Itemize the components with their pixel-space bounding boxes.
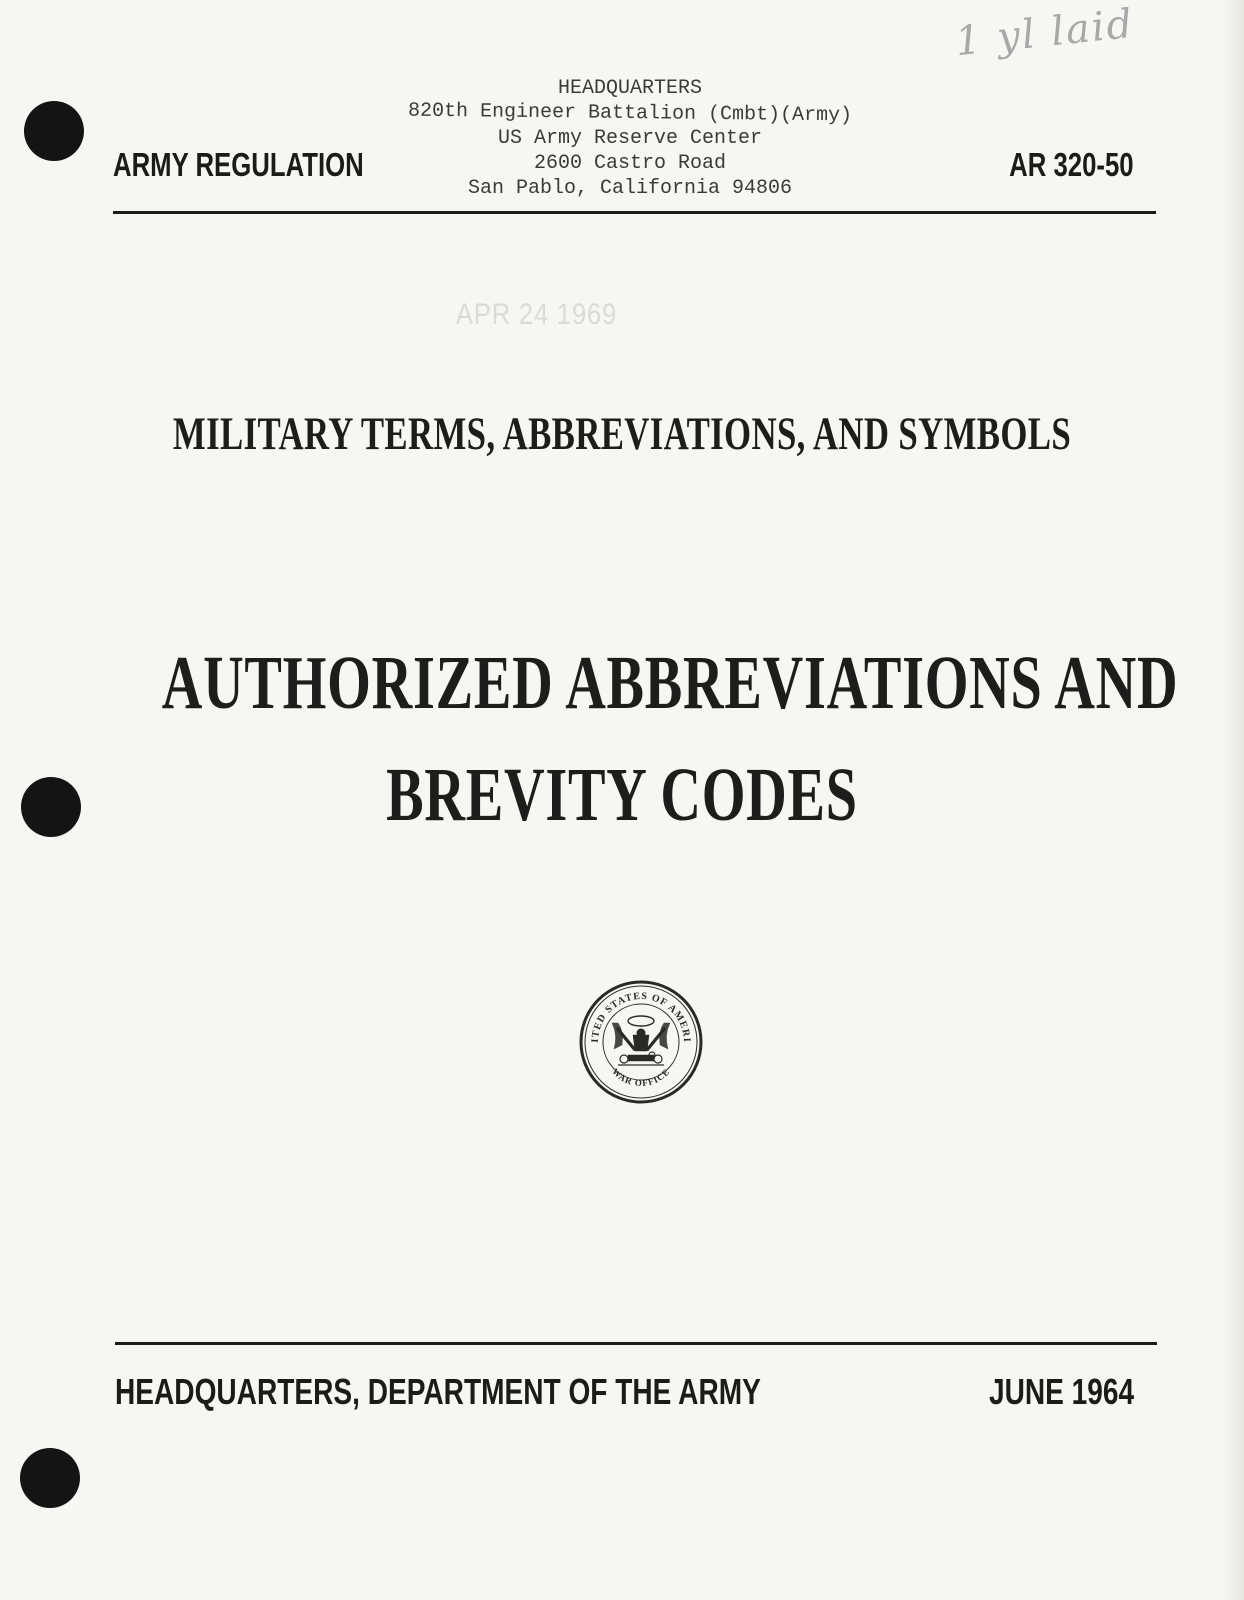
stamp-line-headquarters: HEADQUARTERS [557,77,703,100]
stamp-line-unit: 820th Engineer Battalion (Cmbt)(Army) [407,99,853,128]
page-edge-shadow [1222,0,1244,1600]
document-title-line-1: AUTHORIZED ABBREVIATIONS AND [161,641,1179,725]
svg-text:UNITED STATES OF AMERICA [578,979,692,1043]
document-subject: MILITARY TERMS, ABBREVIATIONS, AND SYMBOLS [172,408,1072,460]
punch-hole-middle [21,777,81,837]
address-stamp [380,76,880,201]
department-of-the-army-seal-icon [578,979,704,1105]
svg-text:WAR OFFICE [610,1066,672,1088]
seal-text-bottom: WAR OFFICE [610,1066,672,1089]
stamp-line-center: US Army Reserve Center [497,127,763,150]
document-title-line-2: BREVITY CODES [386,753,858,837]
handwritten-note: 1 yl laid [953,0,1137,66]
regulation-number: AR 320-50 [1009,146,1134,183]
punch-hole-top [24,101,84,161]
regulation-series-label: ARMY REGULATION [113,146,364,183]
received-date-stamp: APR 24 1969 [456,298,618,331]
seal-text-top: ITED STATES OF AMERI [589,990,693,1043]
issuing-authority: HEADQUARTERS, DEPARTMENT OF THE ARMY [115,1371,761,1412]
punch-hole-bottom [20,1448,80,1508]
header-rule [113,211,1156,214]
stamp-line-city: San Pablo, California 94806 [467,177,793,200]
stamp-line-street: 2600 Castro Road [533,152,727,175]
footer-rule [115,1342,1157,1345]
publication-date: JUNE 1964 [988,1371,1134,1412]
